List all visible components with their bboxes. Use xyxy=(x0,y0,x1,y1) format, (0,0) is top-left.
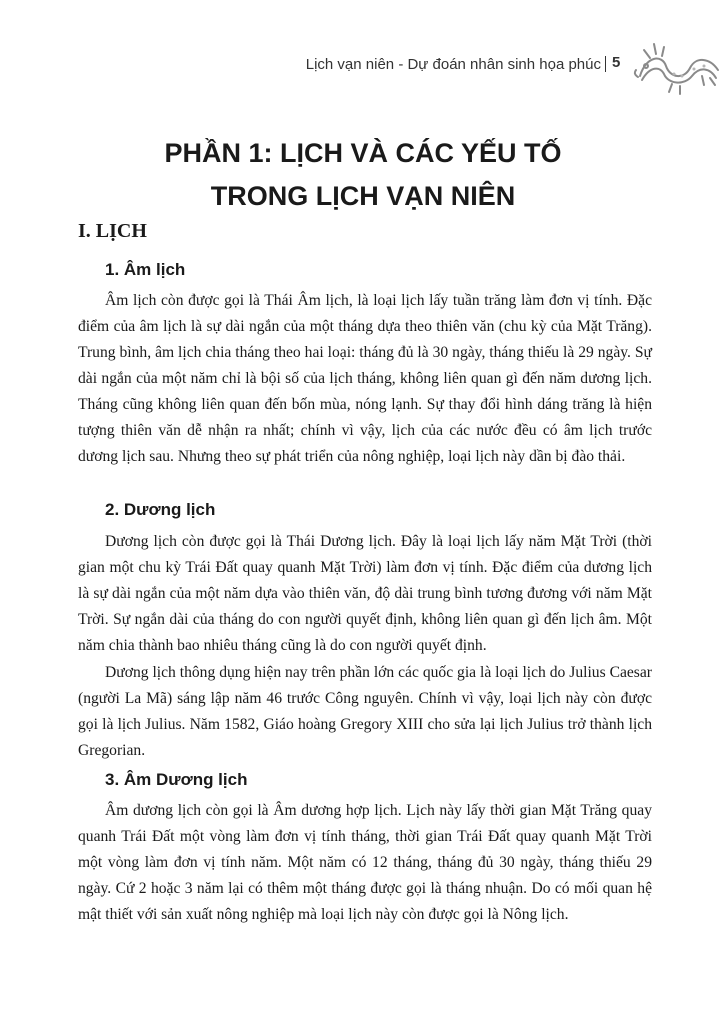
subsection-heading-am-duong-lich: 3. Âm Dương lịch xyxy=(105,770,248,789)
paragraph-am-duong-lich: Âm dương lịch còn gọi là Âm dương hợp lịch. Lịch này lấy thời gian Mặt Trăng quay quanh Trái Đất một vòng làm đơn vị tính tháng, thời gian Trái Đất quay quanh Mặt Trời một vòng làm đơn vị tính năm. Một năm có 12 tháng, tháng đủ 30 ngày, tháng thiếu 29 ngày. Cứ 2 hoặc 3 năm lại có thêm một tháng được gọi là tháng nhuận. Do có mối quan hệ mật thiết với sản xuất nông nghiệp mà loại lịch này còn được gọi là Nông lịch. xyxy=(78,802,652,923)
subsection-heading-duong-lich: 2. Dương lịch xyxy=(105,500,216,519)
paragraph-duong-lich-2: Dương lịch thông dụng hiện nay trên phần lớn các quốc gia là loại lịch do Julius Caesar (người La Mã) sáng lập năm 46 trước Công nguyên. Chính vì vậy, loại lịch này còn được gọi là lịch Julius. Năm 1582, Giáo hoàng Gregory XIII cho sửa lại lịch Julius trở thành lịch Gregorian. xyxy=(78,664,652,759)
paragraph-am-lich: Âm lịch còn được gọi là Thái Âm lịch, là loại lịch lấy tuần trăng làm đơn vị tính. Đặc điểm của âm lịch là sự dài ngắn của một tháng dựa theo thiên văn (chu kỳ của Mặt Trăng). Trung bình, âm lịch chia tháng theo hai loại: tháng đủ là 30 ngày, tháng thiếu là 29 ngày. Sự dài ngắn của một năm chỉ là bội số của lịch tháng, không liên quan gì đến năm dương lịch. Tháng cũng không liên quan đến bốn mùa, nóng lạnh. Sự thay đổi hình dáng trăng là hiện tượng thiên văn dễ nhận ra nhất; chính vì vậy, lịch của các nước đều có âm lịch trước dương lịch sau. Nhưng theo sự phát triển của nông nghiệp, loại lịch này dần bị đào thải. xyxy=(78,292,652,465)
running-title: Lịch vạn niên - Dự đoán nhân sinh họa phúc xyxy=(305,56,601,73)
paragraph-duong-lich-1: Dương lịch còn được gọi là Thái Dương lịch. Đây là loại lịch lấy năm Mặt Trời (thời gian một chu kỳ Trái Đất quay quanh Mặt Trời) làm đơn vị tính. Đặc điểm của dương lịch là sự dài ngắn của một năm dựa vào thiên văn, độ dài trung bình tương đương với năm Mặt Trời. Sự ngắn dài của tháng do con người quyết định, không liên quan gì đến lịch âm. Một năm chia thành bao nhiêu tháng cũng là do con người quyết định. xyxy=(78,533,652,654)
chapter-title-line-1: PHẦN 1: LỊCH VÀ CÁC YẾU TỐ xyxy=(164,138,562,168)
page-number: 5 xyxy=(612,54,621,71)
chapter-title xyxy=(0,132,726,218)
section-heading: I. LỊCH xyxy=(78,220,147,242)
subsection-heading-am-lich: 1. Âm lịch xyxy=(105,260,186,279)
running-header xyxy=(0,56,612,73)
chapter-title-line-2: TRONG LỊCH VẠN NIÊN xyxy=(210,181,516,211)
header-divider xyxy=(605,56,606,72)
dragon-ornament-icon xyxy=(632,36,726,100)
